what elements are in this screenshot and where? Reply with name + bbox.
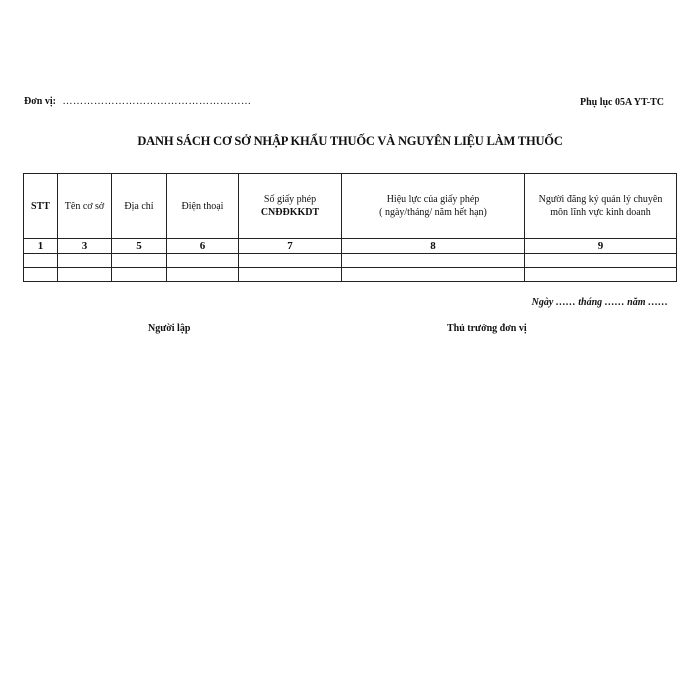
- unit-label: Đơn vị:: [24, 96, 56, 107]
- importer-table: [23, 173, 677, 282]
- table-cell: [239, 268, 342, 282]
- column-number: 3: [58, 239, 112, 254]
- column-number: 8: [342, 239, 525, 254]
- table-cell: [342, 254, 525, 268]
- col-header-stt: STT: [24, 174, 58, 239]
- table-cell: [525, 254, 677, 268]
- table-header-row: [24, 174, 677, 239]
- unit-field: [24, 96, 251, 107]
- table-cell: [24, 268, 58, 282]
- col-header-address: Địa chỉ: [112, 174, 167, 239]
- table-cell: [58, 254, 112, 268]
- unit-dots: ………………………………………………: [62, 96, 252, 107]
- date-line: Ngày …… tháng …… năm ……: [531, 297, 668, 308]
- col-header-phone: Điện thoại: [167, 174, 239, 239]
- column-number-row: [24, 239, 677, 254]
- column-number: 6: [167, 239, 239, 254]
- column-number: 9: [525, 239, 677, 254]
- table-row: [24, 268, 677, 282]
- signature-preparer: Người lập: [148, 323, 191, 334]
- table-cell: [342, 268, 525, 282]
- table-cell: [239, 254, 342, 268]
- col-header-name: Tên cơ sở: [58, 174, 112, 239]
- table-cell: [167, 268, 239, 282]
- signature-unit-head: Thủ trưởng đơn vị: [447, 323, 527, 334]
- table-cell: [525, 268, 677, 282]
- table-cell: [58, 268, 112, 282]
- col-header-license-number: Số giấy phép CNĐĐKKDT: [239, 174, 342, 239]
- table-cell: [112, 254, 167, 268]
- table-cell: [24, 254, 58, 268]
- column-number: 1: [24, 239, 58, 254]
- document-title: DANH SÁCH CƠ SỞ NHẬP KHẨU THUỐC VÀ NGUYÊN LIỆU LÀM THUỐC: [137, 134, 563, 148]
- table-cell: [112, 268, 167, 282]
- appendix-label: Phụ lục 05A YT-TC: [579, 97, 664, 108]
- table-row: [24, 254, 677, 268]
- col-header-registered-person: Người đăng ký quản lý chuyên môn lĩnh vực kinh doanh: [525, 174, 677, 239]
- col-header-license-validity: Hiệu lực của giấy phép ( ngày/tháng/ năm hết hạn): [342, 174, 525, 239]
- table-cell: [167, 254, 239, 268]
- column-number: 7: [239, 239, 342, 254]
- column-number: 5: [112, 239, 167, 254]
